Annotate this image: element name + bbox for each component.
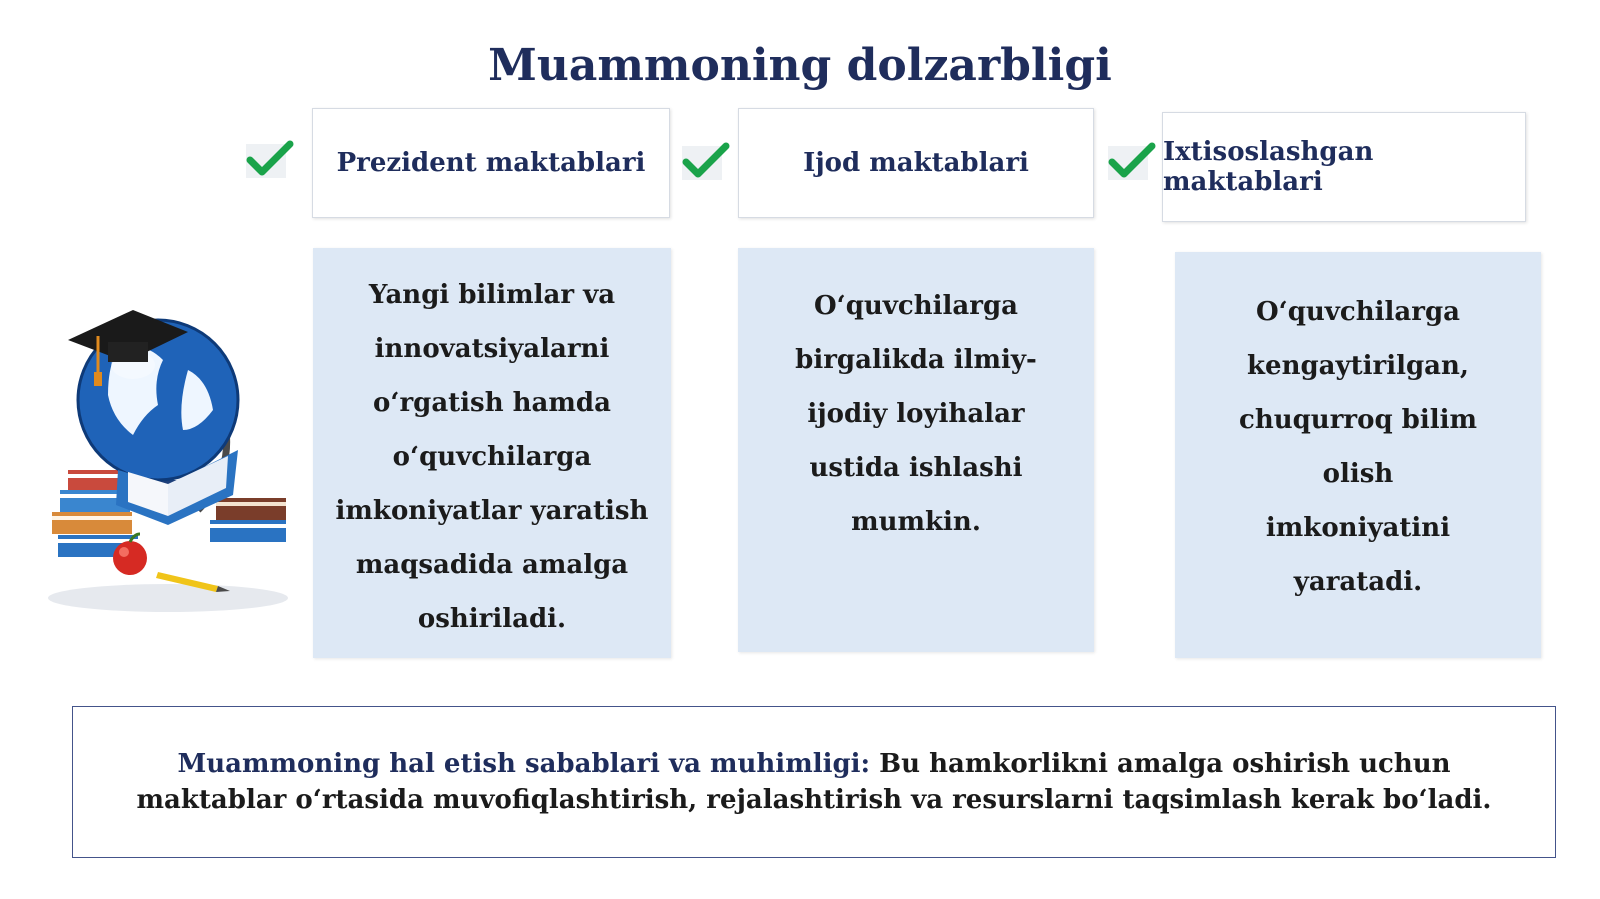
header-prezident-maktablari: [312, 108, 670, 218]
description-ixtisoslashgan-maktablari: [1175, 252, 1541, 658]
page-title: Muammoning dolzarbligi: [488, 40, 1112, 91]
column-description: O‘quvchilarga kengaytirilgan, chuqurroq bilim olish imkoniyatini yaratadi.: [1238, 297, 1477, 597]
graduation-globe-books-illustration: [38, 280, 298, 620]
checkmark-icon: [680, 140, 732, 184]
checkmark-icon: [244, 138, 296, 182]
conclusion-body: Bu hamkorlikni amalga oshirish uchun maktablar o‘rtasida muvofiqlashtirish, rejalashtirish va resurslarni taqsimlash kerak bo‘ladi.: [136, 749, 1492, 815]
header-ijod-maktablari: [738, 108, 1094, 218]
conclusion-lead: Muammoning hal etish sabablari va muhimligi:: [177, 749, 871, 779]
column-header-label: Ijod maktablari: [803, 148, 1029, 178]
column-header-label: Ixtisoslashgan maktablari: [1163, 137, 1374, 197]
column-header-label: Prezident maktablari: [336, 148, 646, 178]
column-description: O‘quvchilarga birgalikda ilmiy-ijodiy loyihalar ustida ishlashi mumkin.: [795, 291, 1037, 537]
description-ijod-maktablari: [738, 248, 1094, 652]
checkmark-icon: [1106, 140, 1158, 184]
column-description: Yangi bilimlar va innovatsiyalarni o‘rgatish hamda o‘quvchilarga imkoniyatlar yaratish maqsadida amalga oshiriladi.: [335, 280, 649, 634]
description-prezident-maktablari: [313, 248, 671, 658]
conclusion-box: [72, 706, 1556, 858]
header-ixtisoslashgan-maktablari: [1162, 112, 1526, 222]
conclusion-text: [113, 746, 1515, 818]
